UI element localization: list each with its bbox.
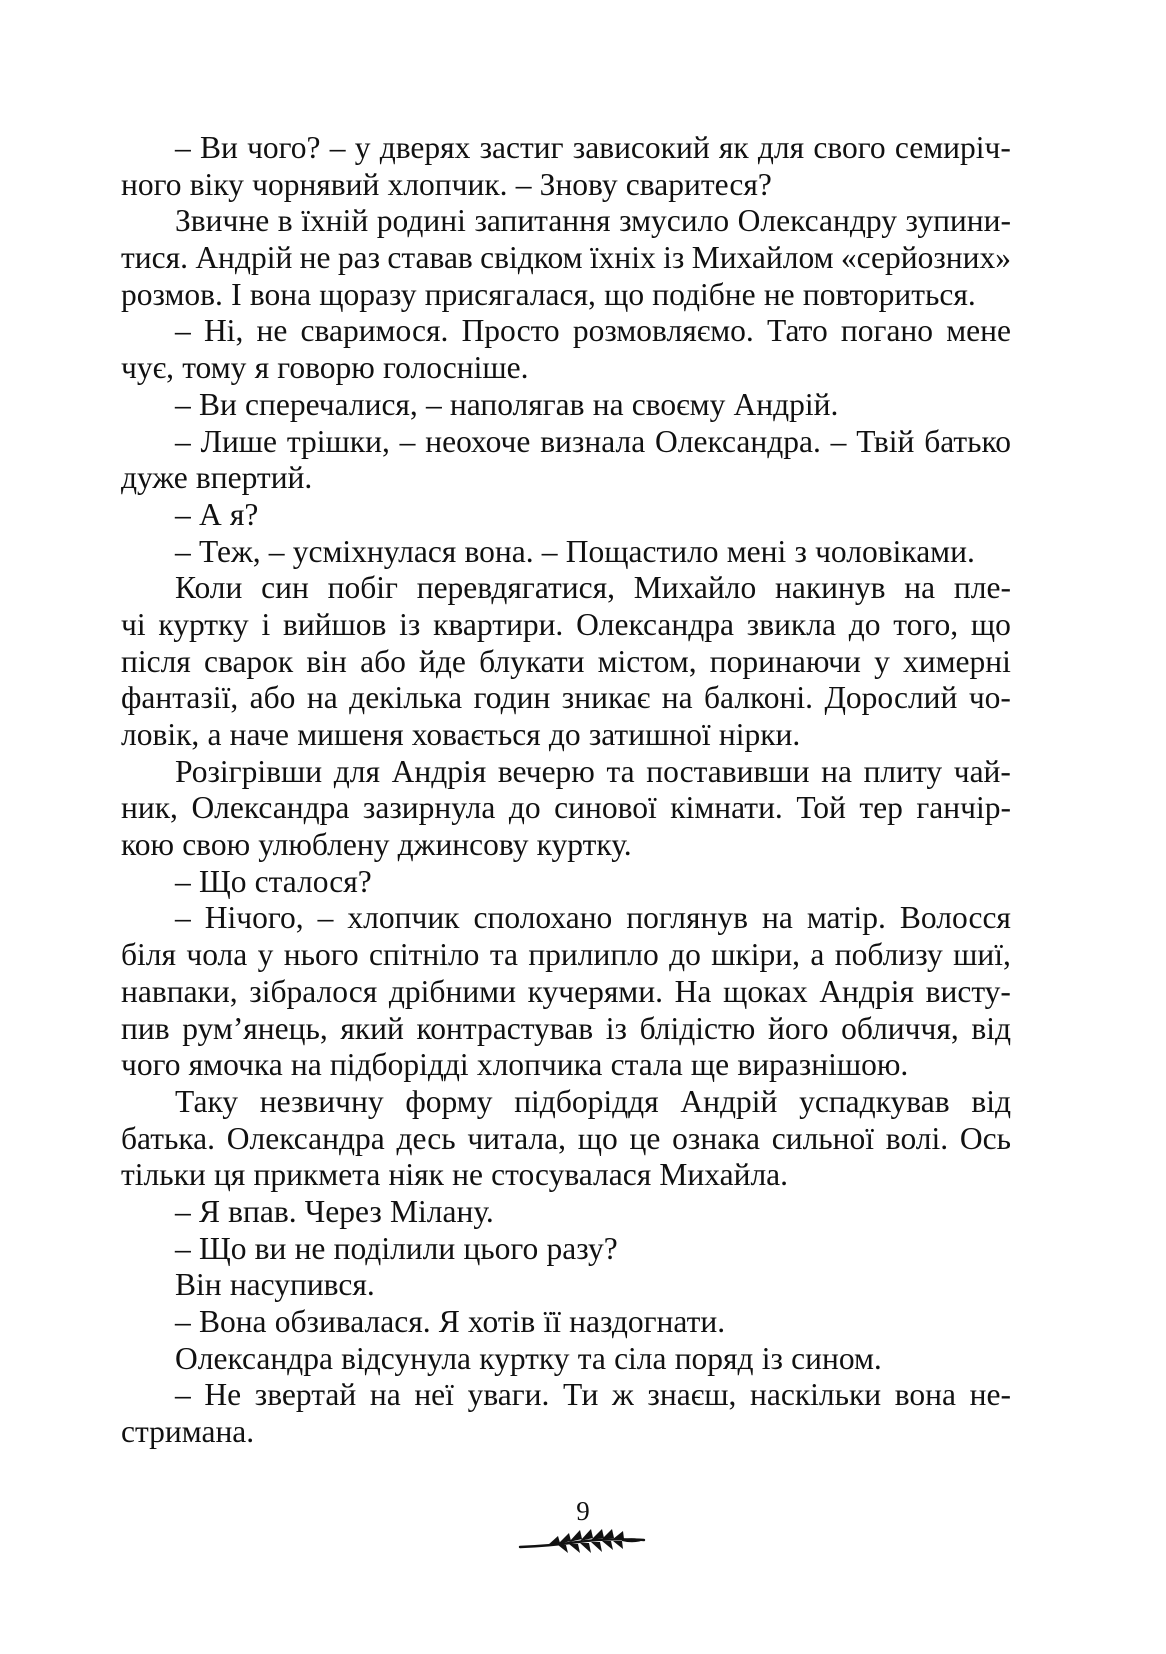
text-line: – А я? (175, 496, 259, 532)
text-line: Звичне в їхній родині запитання змусило Олександру зупини- (175, 203, 1011, 239)
text-line: – Ви сперечалися, – наполягав на своєму Андрій. (175, 386, 839, 422)
text-line: тільки ця прикмета ніяк не стосувалася Михайла. (121, 1157, 789, 1193)
text-line: кою свою улюблену джинсову куртку. (121, 827, 632, 863)
text-line: чі куртку і вийшов із квартири. Олександра звикла до того, що (121, 606, 1011, 642)
wheat-sprig-ornament-icon (518, 1527, 650, 1555)
text-line: фантазії, або на декілька годин зникає на балконі. Дорослий чо- (121, 680, 1011, 716)
text-line: – Я впав. Через Мілану. (175, 1193, 494, 1229)
text-line: – Нічого, – хлопчик сполохано поглянув на матір. Волосся (175, 900, 1011, 936)
text-line: – Лише трішки, – неохоче визнала Олександра. – Твій батько (175, 423, 1011, 459)
text-line: тися. Андрій не раз ставав свідком їхніх із Михайлом «серйозних» (121, 240, 1011, 276)
page-number: 9 (576, 1496, 590, 1526)
text-line: ного віку чорнявий хлопчик. – Знову сваритеся? (121, 166, 772, 202)
text-line: – Теж, – усміхнулася вона. – Пощастило мені з чоловіками. (175, 533, 975, 569)
text-line: біля чола у нього спітніло та прилипло до шкіри, а поблизу шиї, (121, 937, 1011, 973)
text-line: чого ямочка на підборідді хлопчика стала ще виразнішою. (121, 1047, 909, 1083)
text-line: батька. Олександра десь читала, що це ознака сильної волі. Ось (121, 1120, 1011, 1156)
text-line: дуже впертий. (121, 460, 313, 496)
text-line: пив рум’янець, який контрастував із блідістю його обличчя, від (121, 1010, 1011, 1046)
text-line: Коли син побіг перевдягатися, Михайло накинув на пле- (175, 570, 1011, 606)
text-line: Олександра відсунула куртку та сіла поряд із сином. (175, 1340, 882, 1376)
text-line: – Не звертай на неї уваги. Ти ж знаєш, наскільки вона не- (175, 1377, 1011, 1413)
text-line: Він насупився. (175, 1267, 375, 1303)
text-line: розмов. І вона щоразу присягалася, що подібне не повториться. (121, 276, 976, 312)
text-line: Таку незвичну форму підборіддя Андрій успадкував від (175, 1083, 1011, 1119)
text-line: ник, Олександра зазирнула до синової кімнати. Той тер ганчір- (121, 790, 1011, 826)
text-line: – Ви чого? – у дверях застиг зависокий як для свого семиріч- (175, 130, 1011, 165)
text-line: – Ні, не сваримося. Просто розмовляємо. Тато погано мене (175, 313, 1011, 349)
text-line: ловік, а наче мишеня ховається до затишної нірки. (121, 717, 801, 752)
body-text (121, 130, 1011, 1451)
text-line: – Що ви не поділили цього разу? (175, 1230, 618, 1266)
text-line: після сварок він або йде блукати містом, поринаючи у химерні (121, 643, 1011, 679)
text-line: навпаки, зібралося дрібними кучерями. На щоках Андрія висту- (121, 973, 1011, 1009)
text-line: Розігрівши для Андрія вечерю та поставивши на плиту чай- (175, 753, 1011, 789)
text-line: чує, тому я говорю голосніше. (121, 350, 529, 386)
text-line: – Що сталося? (175, 863, 372, 899)
text-line: – Вона обзивалася. Я хотів її наздогнати. (175, 1304, 726, 1339)
text-line: стримана. (121, 1414, 255, 1450)
